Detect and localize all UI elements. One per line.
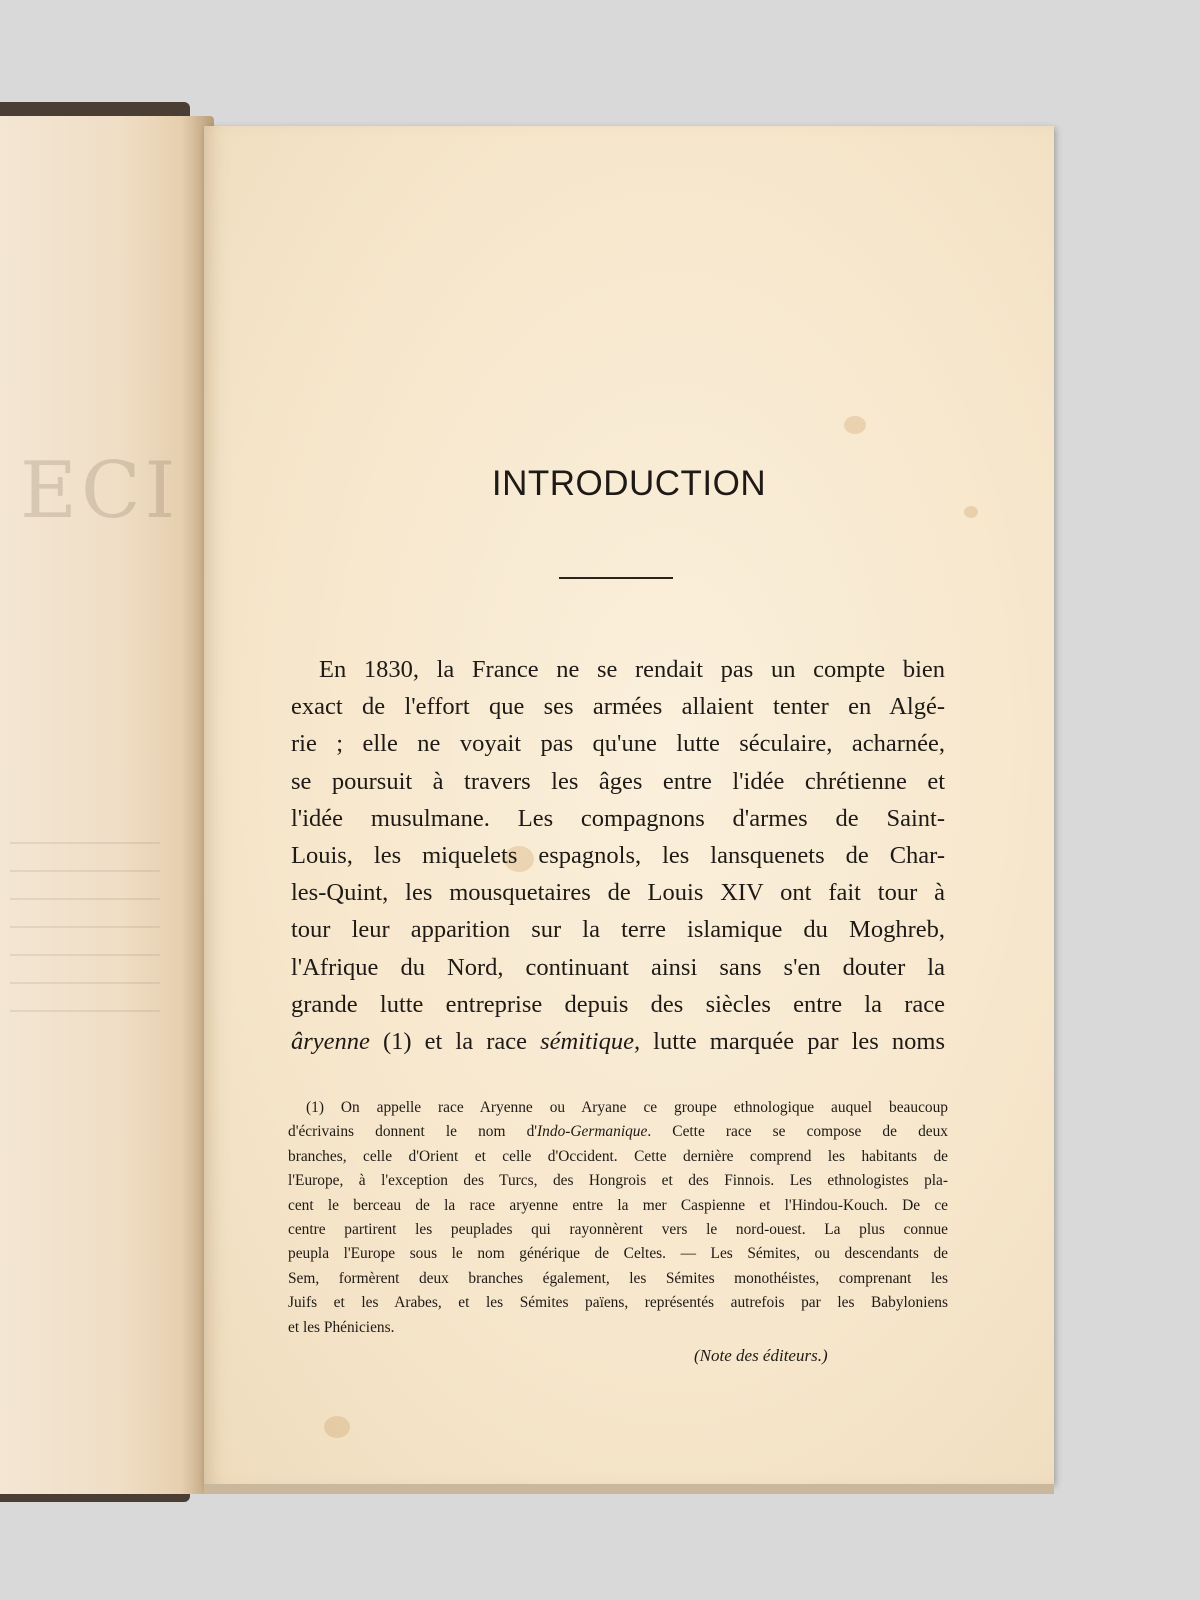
footnote-line: peupla l'Europe sous le nom générique de Celtes. — Les Sémites, ou descendants de <box>288 1245 948 1263</box>
right-page <box>204 126 1054 1484</box>
body-paragraph <box>291 651 945 1060</box>
footnote-line: (1) On appelle race Aryenne ou Aryane ce groupe ethnologique auquel beaucoup <box>306 1099 948 1116</box>
body-line: les-Quint, les mousquetaires de Louis XIV ont fait tour à <box>291 879 945 907</box>
body-line: l'Afrique du Nord, continuant ainsi sans s'en douter la <box>291 953 945 981</box>
chapter-title: INTRODUCTION <box>491 464 767 503</box>
title-rule <box>559 577 673 579</box>
page-edge <box>204 1484 1054 1494</box>
body-text-run: lutte marquée par les noms <box>640 1028 945 1056</box>
footnote-line: l'Europe, à l'exception des Turcs, des Hongrois et des Finnois. Les ethnologistes pla- <box>288 1172 948 1190</box>
footnote-text-run: . Cette race se compose de deux <box>647 1123 948 1141</box>
footnote-line: branches, celle d'Orient et celle d'Occident. Cette dernière comprend les habitants de <box>288 1147 948 1165</box>
body-line: rie ; elle ne voyait pas qu'une lutte séculaire, acharnée, <box>291 730 945 758</box>
body-line: tour leur apparition sur la terre islamique du Moghreb, <box>291 916 945 944</box>
body-line: En 1830, la France ne se rendait pas un compte bien <box>319 656 945 683</box>
footnote-signature: (Note des éditeurs.) <box>694 1346 828 1365</box>
foxing-spot <box>964 506 978 518</box>
footnote <box>288 1096 948 1340</box>
italic-term: sémitique, <box>540 1028 641 1056</box>
footnote-line <box>288 1120 948 1144</box>
footnote-line: et les Phéniciens. <box>288 1318 395 1336</box>
body-text-run: (1) et la race <box>369 1028 541 1056</box>
body-line: l'idée musulmane. Les compagnons d'armes de Saint- <box>291 804 945 832</box>
italic-term: Indo-Germanique <box>537 1123 648 1141</box>
show-through-text: ECI <box>20 446 180 536</box>
foxing-spot <box>844 416 866 434</box>
body-line: exact de l'effort que ses armées allaient tenter en Algé- <box>291 693 945 721</box>
body-line: se poursuit à travers les âges entre l'idée chrétienne et <box>291 767 945 795</box>
footnote-line: cent le berceau de la race aryenne entre la mer Caspienne et l'Hindou-Kouch. De ce <box>288 1196 948 1214</box>
foxing-spot <box>324 1416 350 1438</box>
footnote-line: Juifs et les Arabes, et les Sémites païens, représentés autrefois par les Babyloniens <box>288 1294 948 1312</box>
body-line: Louis, les miquelets espagnols, les lansquenets de Char- <box>291 842 945 870</box>
italic-term: âryenne <box>291 1028 370 1056</box>
body-line-last <box>291 1023 945 1060</box>
show-through-lines <box>10 816 160 1038</box>
footnote-line: centre partirent les peuplades qui rayonnèrent vers le nord-ouest. La plus connue <box>288 1221 948 1239</box>
left-page <box>0 116 214 1494</box>
footnote-text-run: d'écrivains donnent le nom d' <box>288 1123 538 1141</box>
footnote-line: Sem, formèrent deux branches également, les Sémites monothéistes, comprenant les <box>288 1269 948 1287</box>
body-line: grande lutte entreprise depuis des siècles entre la race <box>291 990 945 1018</box>
